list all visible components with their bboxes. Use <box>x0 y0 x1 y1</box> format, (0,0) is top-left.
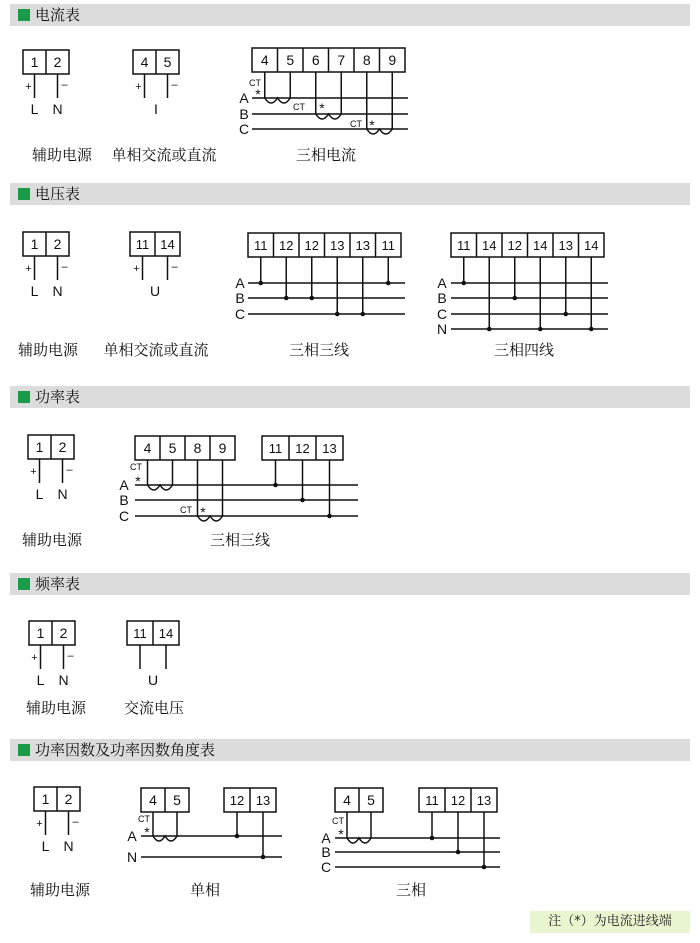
junction-dot <box>309 296 314 301</box>
phase-label-a: A <box>239 90 249 106</box>
star-marker: * <box>369 117 375 133</box>
terminal-label-l: L <box>30 101 39 117</box>
polarity-plus: + <box>30 466 37 478</box>
caption-single-phase: 单相 <box>189 882 221 899</box>
terminal-label-n: N <box>63 838 74 854</box>
terminal-label: I <box>154 101 158 117</box>
phase-label-a: A <box>127 828 137 844</box>
terminal-number: 13 <box>558 238 573 253</box>
star-marker: * <box>338 826 344 842</box>
terminal-number: 6 <box>311 52 320 68</box>
terminal-number: 12 <box>279 238 294 253</box>
terminal-number: 11 <box>268 441 283 456</box>
terminal-number: 2 <box>53 236 62 252</box>
caption-aux-power: 辅助电源 <box>29 882 91 899</box>
ct-label: CT <box>180 505 192 515</box>
terminal-number: 7 <box>337 52 346 68</box>
polarity-minus: – <box>171 79 178 91</box>
polarity-minus: – <box>72 816 79 828</box>
star-marker: * <box>200 504 206 520</box>
junction-dot <box>487 327 492 332</box>
polarity-plus: + <box>25 263 32 275</box>
junction-dot <box>482 865 487 870</box>
terminal-number: 12 <box>304 238 319 253</box>
phase-label-b: B <box>119 492 129 508</box>
junction-dot <box>284 296 289 301</box>
terminal-number: 11 <box>254 238 268 253</box>
caption-aux-power: 辅助电源 <box>25 700 87 717</box>
phase-label-c: C <box>238 121 250 137</box>
terminal-number: 8 <box>193 440 202 456</box>
terminal-number: 14 <box>160 237 175 252</box>
junction-dot <box>456 850 461 855</box>
terminal-number: 14 <box>533 238 548 253</box>
ct-label: CT <box>332 816 344 826</box>
terminal-number: 2 <box>53 54 62 70</box>
polarity-minus: – <box>67 650 74 662</box>
polarity-plus: + <box>135 81 142 93</box>
junction-dot <box>327 514 332 519</box>
terminal-number: 1 <box>30 54 39 70</box>
terminal-number: 12 <box>295 441 310 456</box>
terminal-number: 5 <box>168 440 177 456</box>
terminal-number: 12 <box>507 238 522 253</box>
caption-three-phase-three-wire: 三相三线 <box>288 342 350 359</box>
terminal-number: 11 <box>457 238 471 253</box>
terminal-label-l: L <box>35 486 44 502</box>
terminal-number: 4 <box>143 440 152 456</box>
phase-label-c: C <box>118 508 130 524</box>
terminal-number: 13 <box>255 793 271 808</box>
polarity-plus: + <box>31 652 38 664</box>
junction-dot <box>258 281 263 286</box>
terminal-number: 2 <box>64 791 73 807</box>
terminal-number: 11 <box>425 793 439 808</box>
phase-label-c: C <box>320 859 332 875</box>
terminal-label-l: L <box>30 283 39 299</box>
terminal-label-n: N <box>57 486 68 502</box>
junction-dot <box>538 327 543 332</box>
terminal-number: 12 <box>450 793 466 808</box>
terminal-number: 1 <box>30 236 39 252</box>
terminal-number: 14 <box>158 626 174 641</box>
terminal-number: 14 <box>584 238 599 253</box>
polarity-minus: – <box>66 464 73 476</box>
phase-label-a: A <box>119 477 129 493</box>
terminal-number: 5 <box>367 792 375 808</box>
footnote: 注（*）为电流进线端 <box>530 911 690 933</box>
junction-dot <box>360 312 365 317</box>
ct-label: CT <box>138 814 150 824</box>
polarity-minus: – <box>61 261 68 273</box>
terminal-label-n: N <box>52 283 63 299</box>
phase-label-c: C <box>234 306 246 322</box>
junction-dot <box>512 296 517 301</box>
junction-dot <box>300 498 305 503</box>
polarity-plus: + <box>25 81 32 93</box>
terminal-number: 13 <box>355 238 370 253</box>
junction-dot <box>430 836 435 841</box>
section-title: 电压表 <box>35 185 81 203</box>
terminal-label-l: L <box>41 838 50 854</box>
caption-three-phase-four-wire: 三相四线 <box>493 342 555 359</box>
terminal-number: 11 <box>135 237 150 252</box>
phase-label-a: A <box>321 830 331 846</box>
caption-aux-power: 辅助电源 <box>17 342 79 359</box>
junction-dot <box>273 483 278 488</box>
section-title: 功率表 <box>35 388 81 406</box>
terminal-number: 2 <box>59 625 68 641</box>
phase-label-a: A <box>437 275 447 291</box>
junction-dot <box>235 834 240 839</box>
polarity-plus: + <box>133 263 140 275</box>
phase-label-b: B <box>321 844 331 860</box>
terminal-number: 11 <box>381 238 395 253</box>
section-title: 功率因数及功率因数角度表 <box>35 741 216 759</box>
caption-ac-voltage: 交流电压 <box>123 700 185 717</box>
terminal-number: 9 <box>218 440 227 456</box>
terminal-number: 13 <box>322 441 337 456</box>
phase-label-n: N <box>436 321 448 337</box>
junction-dot <box>589 327 594 332</box>
terminal-number: 4 <box>149 792 157 808</box>
polarity-minus: – <box>61 79 68 91</box>
junction-dot <box>386 281 391 286</box>
terminal-number: 1 <box>35 439 44 455</box>
terminal-number: 1 <box>41 791 50 807</box>
caption-single-phase: 单相交流或直流 <box>103 342 209 359</box>
phase-label-b: B <box>437 290 447 306</box>
phase-label-b: B <box>235 290 245 306</box>
terminal-number: 8 <box>362 52 371 68</box>
terminal-number: 9 <box>388 52 397 68</box>
phase-label-b: B <box>239 106 249 122</box>
junction-dot <box>563 312 568 317</box>
terminal-number: 4 <box>343 792 351 808</box>
star-marker: * <box>135 473 141 489</box>
terminal-label-l: L <box>36 672 45 688</box>
terminal-label: U <box>147 672 159 688</box>
terminal-number: 5 <box>286 52 295 68</box>
junction-dot <box>461 281 466 286</box>
terminal-number: 11 <box>133 626 147 641</box>
caption-three-phase-three-wire: 三相三线 <box>209 532 271 549</box>
caption-single-phase: 单相交流或直流 <box>111 147 217 164</box>
section-title: 电流表 <box>35 6 81 24</box>
ct-label: CT <box>293 102 305 112</box>
terminal-number: 13 <box>476 793 492 808</box>
terminal-number: 5 <box>173 792 181 808</box>
star-marker: * <box>319 100 325 116</box>
terminal-label-n: N <box>52 101 63 117</box>
ct-label: CT <box>350 119 362 129</box>
star-marker: * <box>255 86 261 102</box>
junction-dot <box>335 312 340 317</box>
terminal-number: 1 <box>36 625 45 641</box>
terminal-label-n: N <box>58 672 69 688</box>
phase-label-n: N <box>126 849 138 865</box>
caption-aux-power: 辅助电源 <box>31 147 93 164</box>
ct-label: CT <box>130 462 142 472</box>
phase-label-c: C <box>436 306 448 322</box>
terminal-number: 4 <box>260 52 269 68</box>
terminal-number: 13 <box>330 238 345 253</box>
polarity-plus: + <box>36 818 43 830</box>
terminal-number: 2 <box>58 439 67 455</box>
caption-three-phase: 三相 <box>395 882 427 899</box>
terminal-label: U <box>149 283 161 299</box>
terminal-number: 12 <box>229 793 245 808</box>
terminal-number: 5 <box>163 54 172 70</box>
terminal-number: 4 <box>140 54 149 70</box>
polarity-minus: – <box>171 261 178 273</box>
star-marker: * <box>144 824 150 840</box>
terminal-number: 14 <box>482 238 497 253</box>
caption-three-phase-current: 三相电流 <box>295 147 357 164</box>
caption-aux-power: 辅助电源 <box>21 532 83 549</box>
section-title: 频率表 <box>35 575 81 593</box>
junction-dot <box>261 855 266 860</box>
phase-label-a: A <box>235 275 245 291</box>
ct-label: CT <box>249 78 261 88</box>
